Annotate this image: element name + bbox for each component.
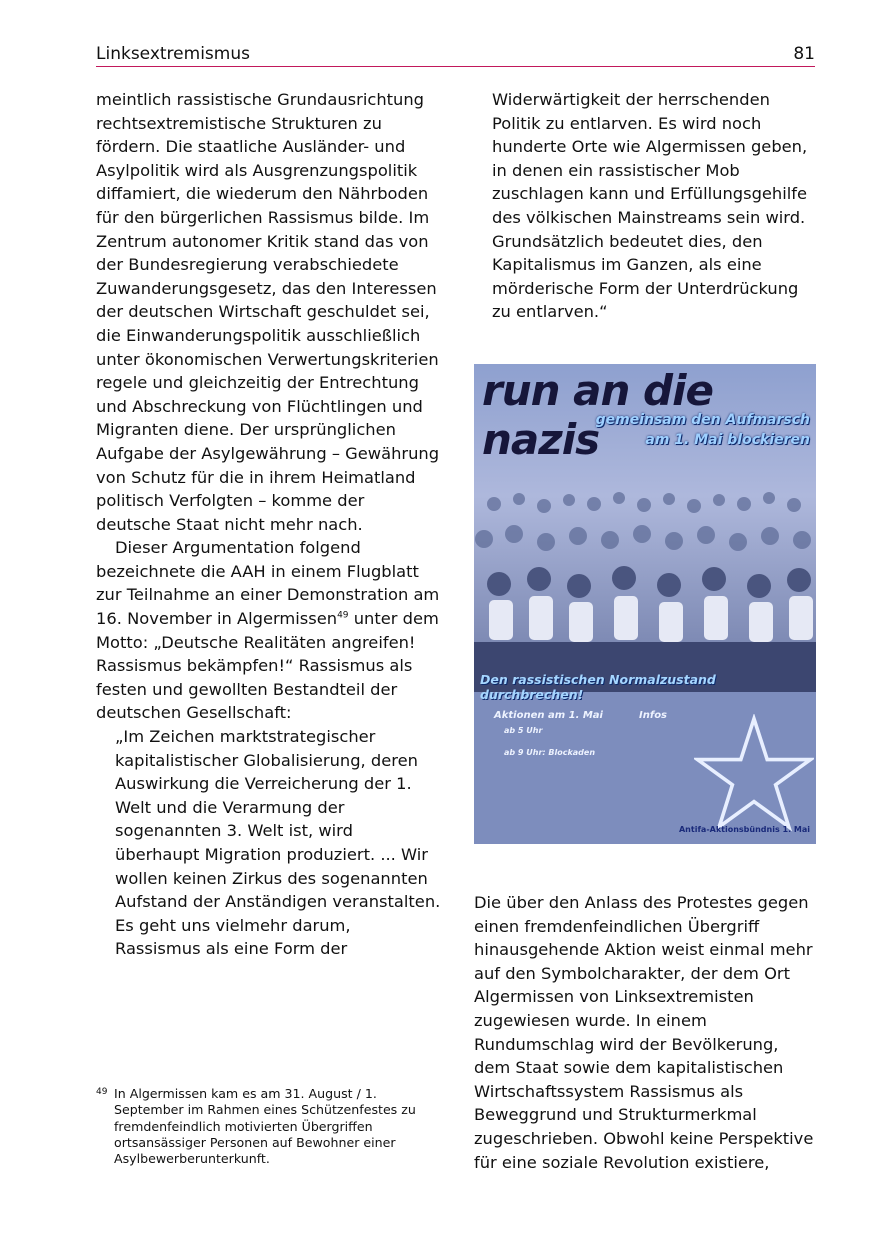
poster-headline: run an die nazis — [482, 366, 713, 464]
right-column-text — [474, 891, 817, 1174]
running-title: Linksextremismus — [96, 44, 250, 64]
running-header — [96, 44, 815, 67]
paragraph-2-end: unter dem Motto: „Deutsche Realitäten angreifen! Rassismus bekämpfen!“ Rassismus als festen und gewollten Bestandteil der deutschen Gesellschaft: — [96, 609, 439, 723]
quote-continuation-text: Widerwärtigkeit der herrschenden Politik zu entlarven. Es wird noch hunderte Orte wie Algermissen geben, in denen ein rassistischer Mob zuschlagen kann und Erfüllungsgehilfe des völkischen Mainstreams sein wird. Grundsätzlich bedeutet dies, den Kapitalismus im Ganzen, als eine mörderische Form der Unterdrückung zu entlarven.“ — [492, 90, 808, 322]
poster-time-2: ab 9 Uhr: Blockaden — [504, 748, 596, 757]
block-quote: „Im Zeichen marktstrategischer kapitalistischer Globalisierung, deren Auswirkung die Verreicherung der 1. Welt und die Verarmung der sogenannten 3. Welt ist, wird überhaupt Migration produziert. ... Wir wollen keinen Zirkus des sogenannten Aufstand der Anständigen veranstalten. Es geht uns vielmehr darum, Rassismus als eine Form der — [115, 727, 441, 959]
left-column — [96, 88, 441, 961]
paragraph-1: meintlich rassistische Grundausrichtung rechtsextremistische Strukturen zu fördern. Die staatliche Ausländer- und Asylpolitik wird als Ausgrenzungspolitik diffamiert, die wiederum den Nährboden für den bürgerlichen Rassismus bilde. Im Zentrum autonomer Kritik stand das von der Bundesregierung verabschiedete Zuwanderungsgesetz, das den Interessen der deutschen Wirtschaft geschuldet sei, die Einwanderungspolitik ausschließlich unter ökonomischen Verwertungskriterien regele und gleichzeitig der Entrechtung und Abschreckung von Flüchtlingen und Migranten diene. Der ursprünglichen Aufgabe der Asylgewährung – Gewährung von Schutz für die in ihrem Heimatland politisch Verfolgten – komme der deutsche Staat nicht mehr nach. — [96, 90, 440, 534]
page-number: 81 — [793, 44, 815, 64]
footnote-ref[interactable]: 49 — [337, 610, 349, 621]
paragraph-2-start: Dieser Argumentation folgend bezeichnete die AAH in einem Flugblatt zur Teilnahme an einer Demonstration am 16. November in Algermissen — [96, 538, 440, 629]
poster-subline-2: am 1. Mai blockieren — [645, 432, 810, 448]
poster-alliance: Antifa-Aktionsbündnis 1. Mai — [678, 825, 810, 834]
poster-infos-label: Infos — [639, 710, 668, 721]
poster-subline-1: gemeinsam den Aufmarsch — [595, 412, 810, 428]
star-icon — [694, 714, 814, 834]
footnote — [96, 1086, 441, 1167]
poster-actions-label: Aktionen am 1. Mai — [494, 710, 603, 721]
quote-continuation — [492, 88, 817, 324]
footnote-number: 49 — [96, 1087, 108, 1097]
poster-banner: Den rassistischen Normalzustand durchbrechen! — [480, 672, 716, 702]
footnote-text: In Algermissen kam es am 31. August / 1. September im Rahmen eines Schützenfestes zu fremdenfeindlich motivierten Übergriffen ortsansässiger Personen auf Bewohner einer Asylbewerberunterkunft. — [114, 1086, 416, 1167]
paragraph-3: Die über den Anlass des Protestes gegen einen fremdenfeindlichen Übergriff hinausgehende Aktion weist einmal mehr auf den Symbolcharakter, der dem Ort Algermissen von Linksextremisten zugewiesen wurde. In einem Rundumschlag wird der Bevölkerung, dem Staat sowie dem kapitalistischen Wirtschaftssystem Rassismus als Beweggrund und Strukturmerkmal zugeschrieben. Obwohl keine Perspektive für eine soziale Revolution existiere, — [474, 893, 814, 1172]
paragraph-2 — [96, 536, 441, 725]
poster-time-1: ab 5 Uhr — [504, 726, 543, 735]
poster-image — [474, 364, 816, 844]
